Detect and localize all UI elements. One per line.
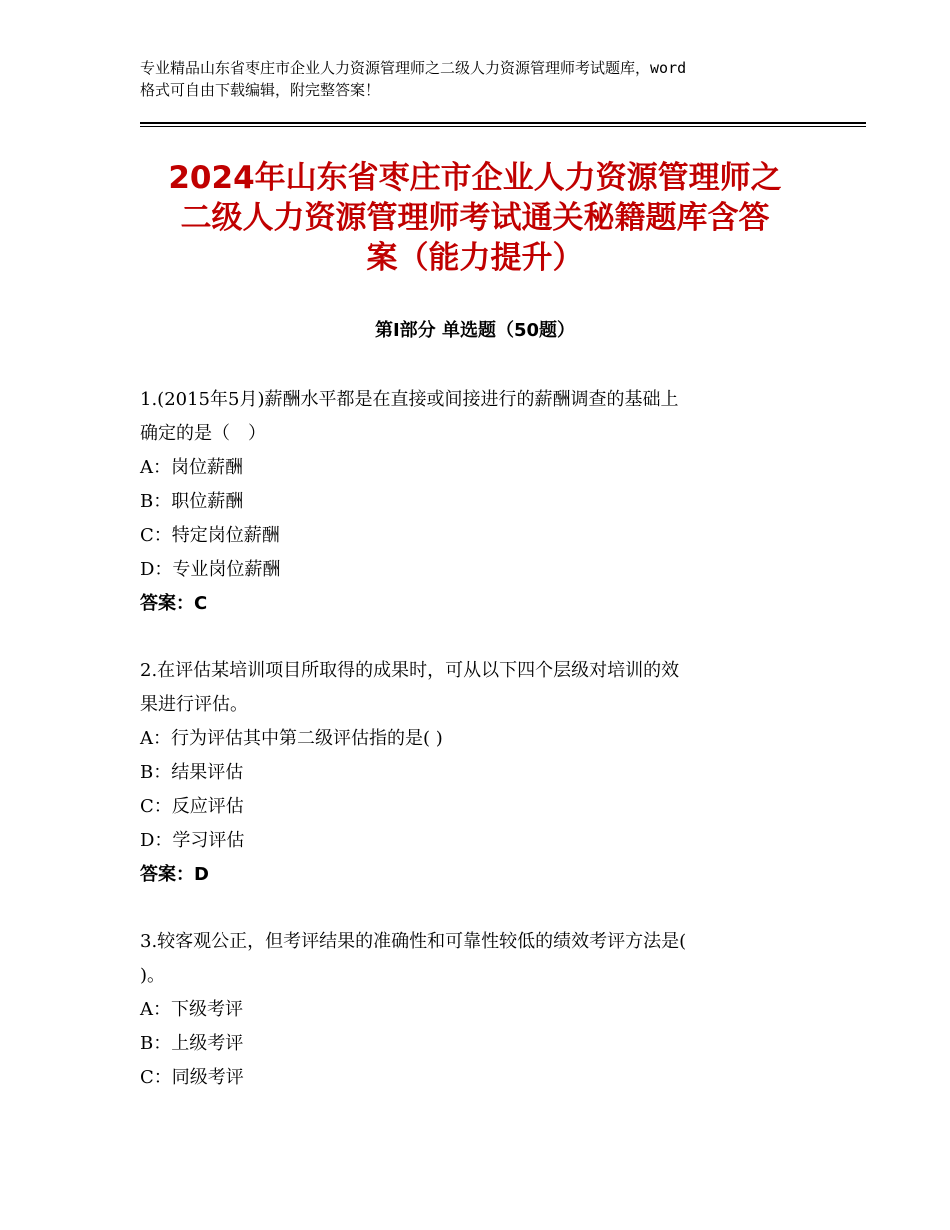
option-c: C：反应评估 [140, 796, 244, 817]
option-d: D：专业岗位薪酬 [140, 559, 281, 580]
answer-line: 答案：D [140, 864, 209, 885]
option-d: D：学习评估 [140, 830, 245, 851]
question-stem: 1.(2015年5月)薪酬水平都是在直接或间接进行的薪酬调查的基础上 [140, 389, 679, 410]
option-c: C：特定岗位薪酬 [140, 525, 280, 546]
question-stem: )。 [140, 965, 166, 986]
option-c: C：同级考评 [140, 1067, 244, 1088]
title-line-2: 二级人力资源管理师考试通关秘籍题库含答 [180, 200, 770, 236]
option-b: B：结果评估 [140, 762, 244, 783]
option-a: A：下级考评 [140, 999, 243, 1020]
document-title [130, 158, 820, 278]
question-2 [140, 654, 830, 892]
answer-line: 答案：C [140, 593, 208, 614]
question-stem: 2.在评估某培训项目所取得的成果时，可从以下四个层级对培训的效 [140, 660, 680, 681]
page-header [140, 57, 830, 101]
option-a: A：岗位薪酬 [140, 457, 243, 478]
header-line-2: 格式可自由下载编辑，附完整答案！ [140, 81, 381, 99]
option-b: B：职位薪酬 [140, 491, 244, 512]
question-stem: 确定的是（ ） [140, 423, 266, 444]
option-a: A：行为评估其中第二级评估指的是( ) [140, 728, 443, 749]
header-line-1: 专业精品山东省枣庄市企业人力资源管理师之二级人力资源管理师考试题库，word [140, 59, 687, 77]
header-rule-thick [140, 122, 866, 124]
question-stem: 果进行评估。 [140, 694, 248, 715]
title-line-1: 2024年山东省枣庄市企业人力资源管理师之 [168, 160, 782, 196]
question-stem: 3.较客观公正，但考评结果的准确性和可靠性较低的绩效考评方法是( [140, 931, 687, 952]
option-b: B：上级考评 [140, 1033, 244, 1054]
question-1 [140, 383, 830, 621]
header-rule-thin [140, 126, 866, 127]
section-heading: 第Ⅰ部分 单选题（50题） [374, 320, 575, 341]
title-line-3: 案（能力提升） [366, 240, 584, 276]
question-list [140, 383, 830, 1128]
question-3 [140, 925, 830, 1095]
